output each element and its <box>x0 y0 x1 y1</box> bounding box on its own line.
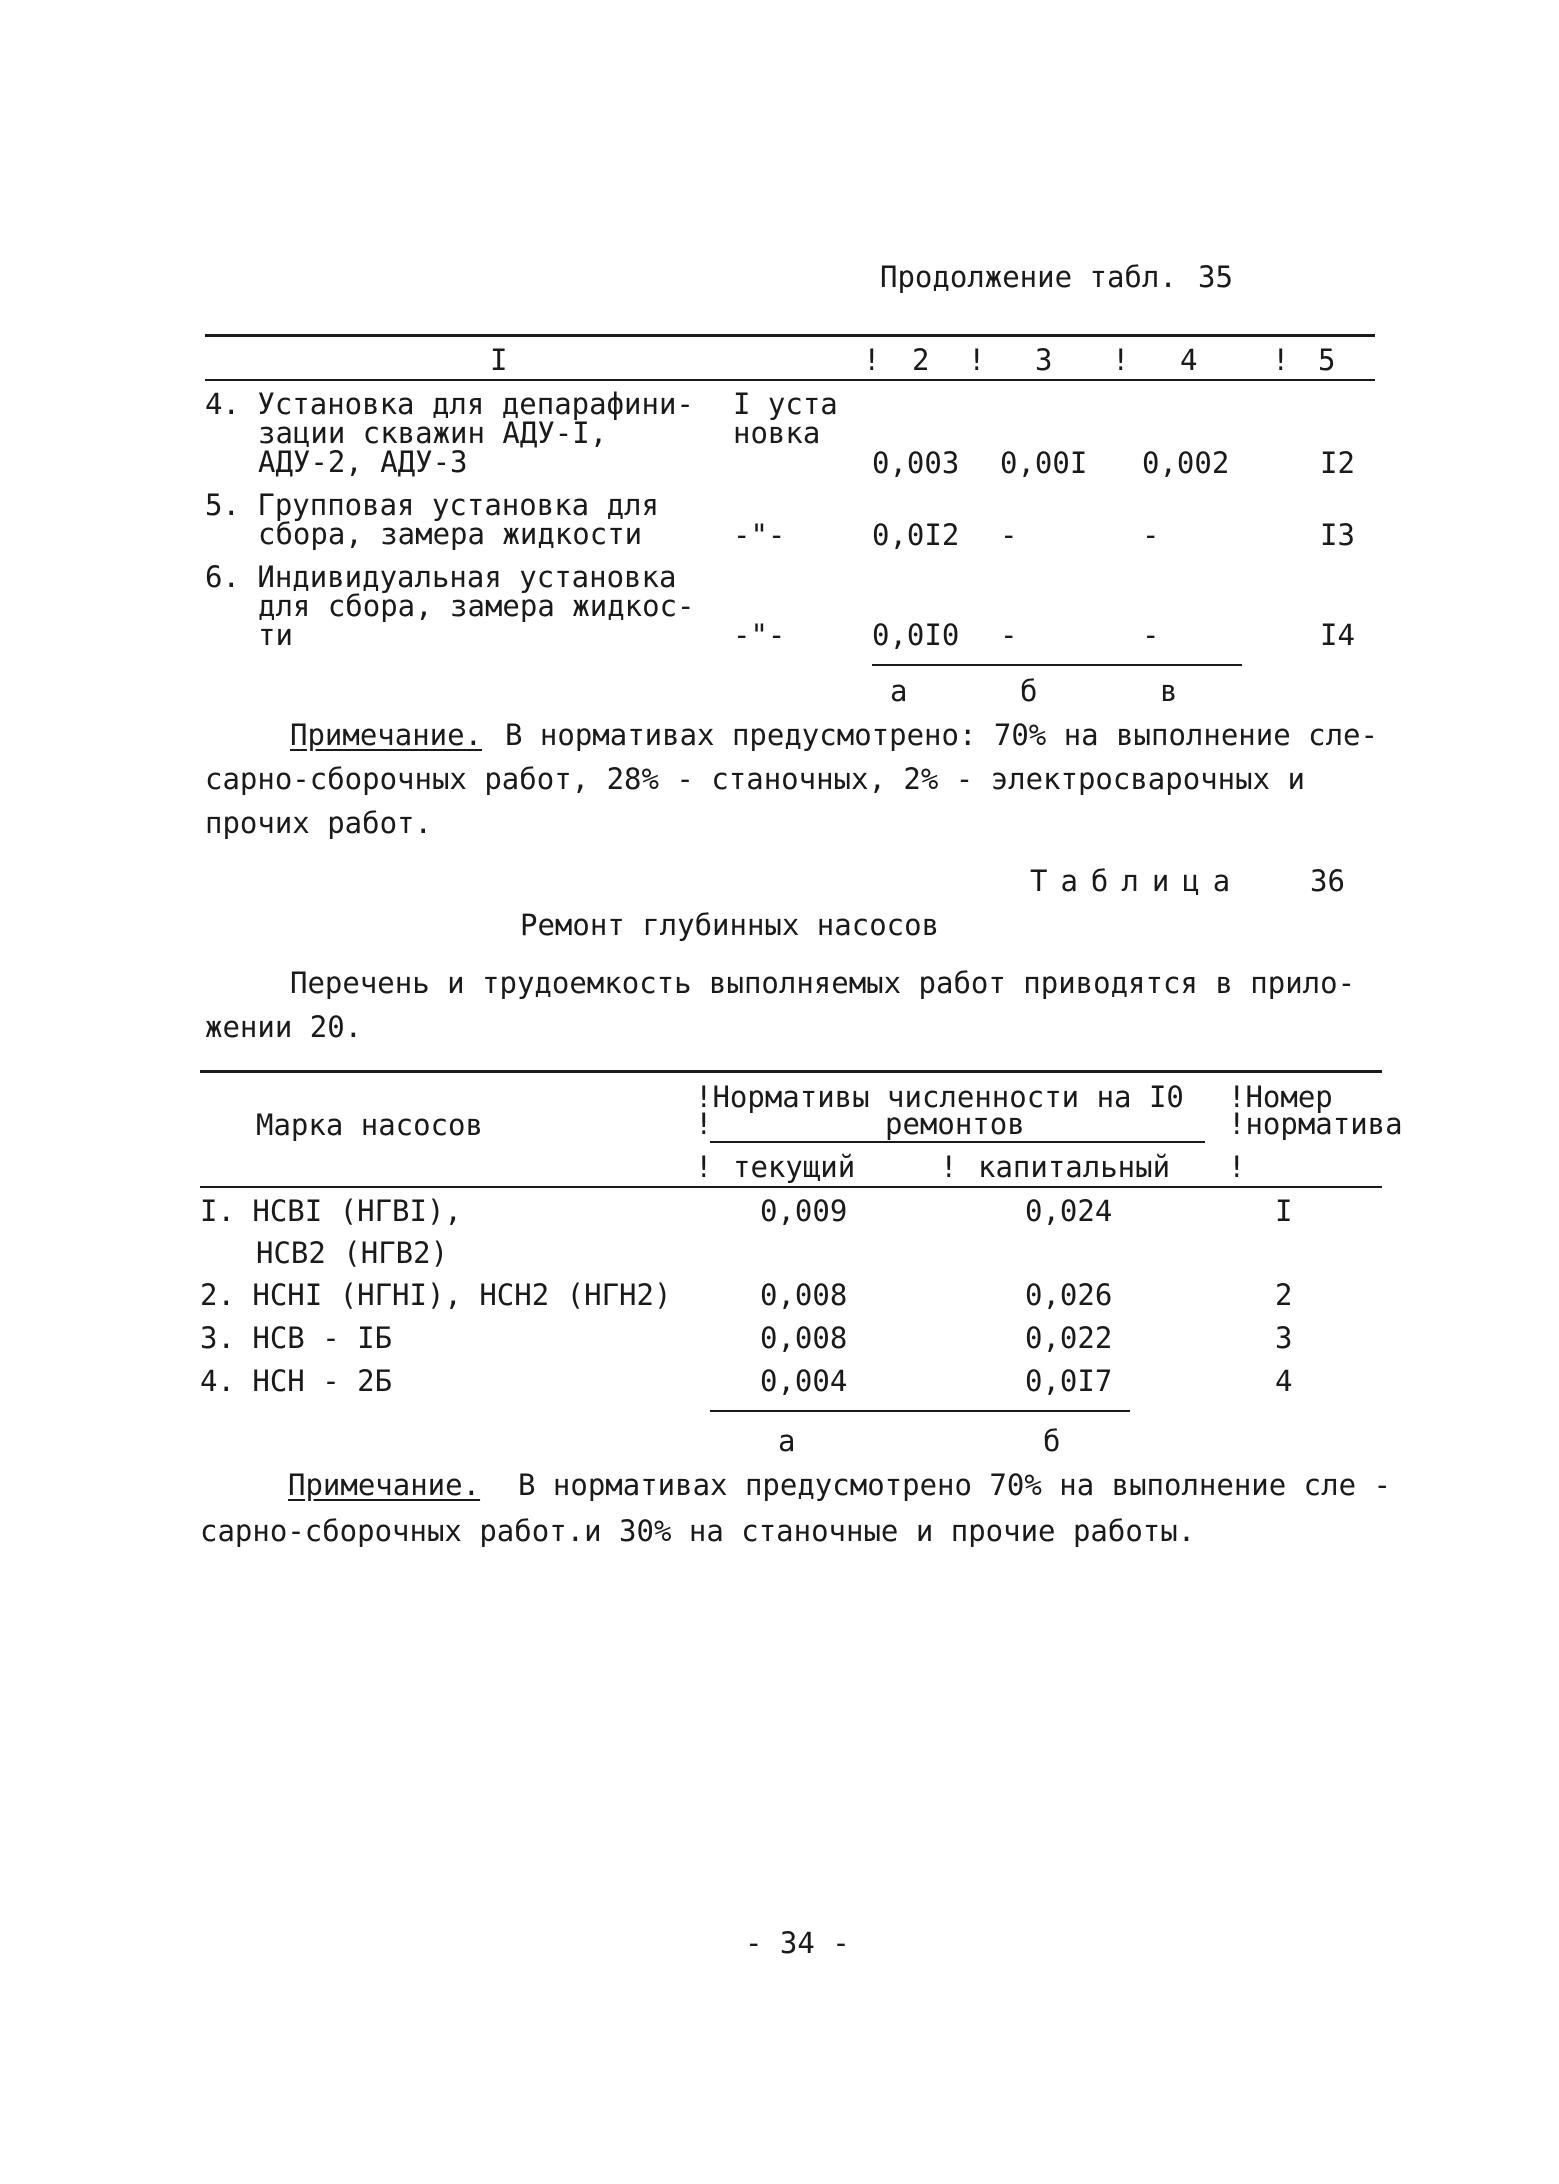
continuation-number: 35 <box>1198 260 1233 294</box>
row-mark: 3. НСВ - IБ <box>200 1321 393 1355</box>
col-number-header: !норматива <box>1228 1107 1403 1141</box>
row-name-line: 6. Индивидуальная установка <box>205 560 677 594</box>
row-number: 4 <box>1275 1364 1293 1398</box>
col-norms-header: !Нормативы численности на I0 <box>695 1080 1184 1114</box>
row-capital: 0,0I7 <box>1025 1364 1113 1398</box>
header-col-1: I <box>490 343 508 377</box>
header-sep: ! <box>1112 343 1130 377</box>
note-text: В нормативах предусмотрено 70% на выполнение сле - <box>518 1468 1391 1502</box>
table35-top-rule <box>205 334 1375 337</box>
row-current: 0,008 <box>760 1278 848 1312</box>
header-sep: ! <box>968 343 986 377</box>
row-current: 0,009 <box>760 1194 848 1228</box>
table36-header-rule <box>200 1186 1382 1188</box>
row-name-line: 5. Групповая установка для <box>205 488 659 522</box>
intro-text: Перечень и трудоемкость выполняемых работ приводятся в прило- <box>290 966 1356 1000</box>
row-name-line: зации скважин АДУ-I, <box>258 416 608 450</box>
note-text: сарно-сборочных работ.и 30% на станочные и прочие работы. <box>200 1514 1196 1548</box>
header-col-2: 2 <box>912 343 930 377</box>
table36-bottom-rule <box>710 1410 1130 1412</box>
row-mark: 2. НСНI (НГНI), НСН2 (НГН2) <box>200 1278 672 1312</box>
table36-top-rule <box>200 1070 1382 1073</box>
row-unit-line: I уста <box>733 387 838 421</box>
header-col-5: 5 <box>1318 343 1336 377</box>
row-capital: 0,024 <box>1025 1194 1113 1228</box>
header-sep: ! <box>863 343 881 377</box>
col-mark-header: Марка насосов <box>256 1108 483 1142</box>
sub-capital: капитальный <box>978 1150 1171 1184</box>
row-number: I <box>1275 1194 1293 1228</box>
row-col-4: - <box>1142 518 1160 552</box>
row-col-2: 0,003 <box>872 446 960 480</box>
row-col-5: I4 <box>1320 618 1355 652</box>
col-norms-header-sub: ремонтов <box>885 1107 1025 1141</box>
row-col-5: I3 <box>1320 518 1355 552</box>
row-mark: 4. НСН - 2Б <box>200 1364 393 1398</box>
continuation-label: Продолжение табл. <box>880 260 1177 294</box>
sub-sep: ! <box>1228 1150 1246 1184</box>
note-text: прочих работ. <box>205 806 432 840</box>
row-name-line: сбора, замера жидкости <box>258 517 643 551</box>
header-col-3: 3 <box>1035 343 1053 377</box>
row-number: 2 <box>1275 1278 1293 1312</box>
column-letter: а <box>778 1424 796 1458</box>
row-name-line: 4. Установка для депарафини- <box>205 387 694 421</box>
row-mark: I. НСВI (НГВI), <box>200 1194 462 1228</box>
row-name-line: для сбора, замера жидкос- <box>258 589 695 623</box>
row-number: 3 <box>1275 1321 1293 1355</box>
column-letter: а <box>890 674 908 708</box>
header-col-4: 4 <box>1180 343 1198 377</box>
row-unit: -"- <box>733 618 786 652</box>
table35-header-rule <box>205 379 1375 381</box>
note-text: сарно-сборочных работ, 28% - станочных, 2% - электросварочных и <box>205 762 1305 796</box>
table-number: 36 <box>1310 864 1345 898</box>
row-col-4: 0,002 <box>1142 446 1230 480</box>
col-number-header: !Номер <box>1228 1080 1333 1114</box>
intro-text: жении 20. <box>205 1010 363 1044</box>
table35-bottom-rule <box>872 664 1242 666</box>
table-title: Ремонт глубинных насосов <box>520 908 940 942</box>
row-col-3: - <box>1000 618 1018 652</box>
column-letter: б <box>1043 1424 1061 1458</box>
sub-sep: ! <box>695 1150 713 1184</box>
sub-current: текущий <box>733 1150 856 1184</box>
note-label: Примечание. <box>290 718 483 752</box>
row-current: 0,008 <box>760 1321 848 1355</box>
row-col-3: - <box>1000 518 1018 552</box>
row-col-3: 0,00I <box>1000 446 1088 480</box>
row-unit: -"- <box>733 518 786 552</box>
row-mark: НСВ2 (НГВ2) <box>256 1236 449 1270</box>
header-sep: ! <box>1272 343 1290 377</box>
column-letter: б <box>1020 674 1038 708</box>
col-norms-header-bang: ! <box>695 1107 713 1141</box>
row-name-line: АДУ-2, АДУ-3 <box>258 445 468 479</box>
row-col-2: 0,0I2 <box>872 518 960 552</box>
sub-sep: ! <box>940 1150 958 1184</box>
note-text: В нормативах предусмотрено: 70% на выполнение сле- <box>505 718 1378 752</box>
row-col-5: I2 <box>1320 446 1355 480</box>
row-col-4: - <box>1142 618 1160 652</box>
row-capital: 0,026 <box>1025 1278 1113 1312</box>
table-label: Таблица <box>1030 864 1244 898</box>
row-current: 0,004 <box>760 1364 848 1398</box>
row-name-line: ти <box>258 618 293 652</box>
row-unit-line: новка <box>733 416 821 450</box>
norms-header-rule <box>710 1141 1205 1143</box>
column-letter: в <box>1160 674 1178 708</box>
note-label: Примечание. <box>288 1468 481 1502</box>
page-number: - 34 - <box>745 1926 850 1960</box>
row-capital: 0,022 <box>1025 1321 1113 1355</box>
row-col-2: 0,0I0 <box>872 618 960 652</box>
